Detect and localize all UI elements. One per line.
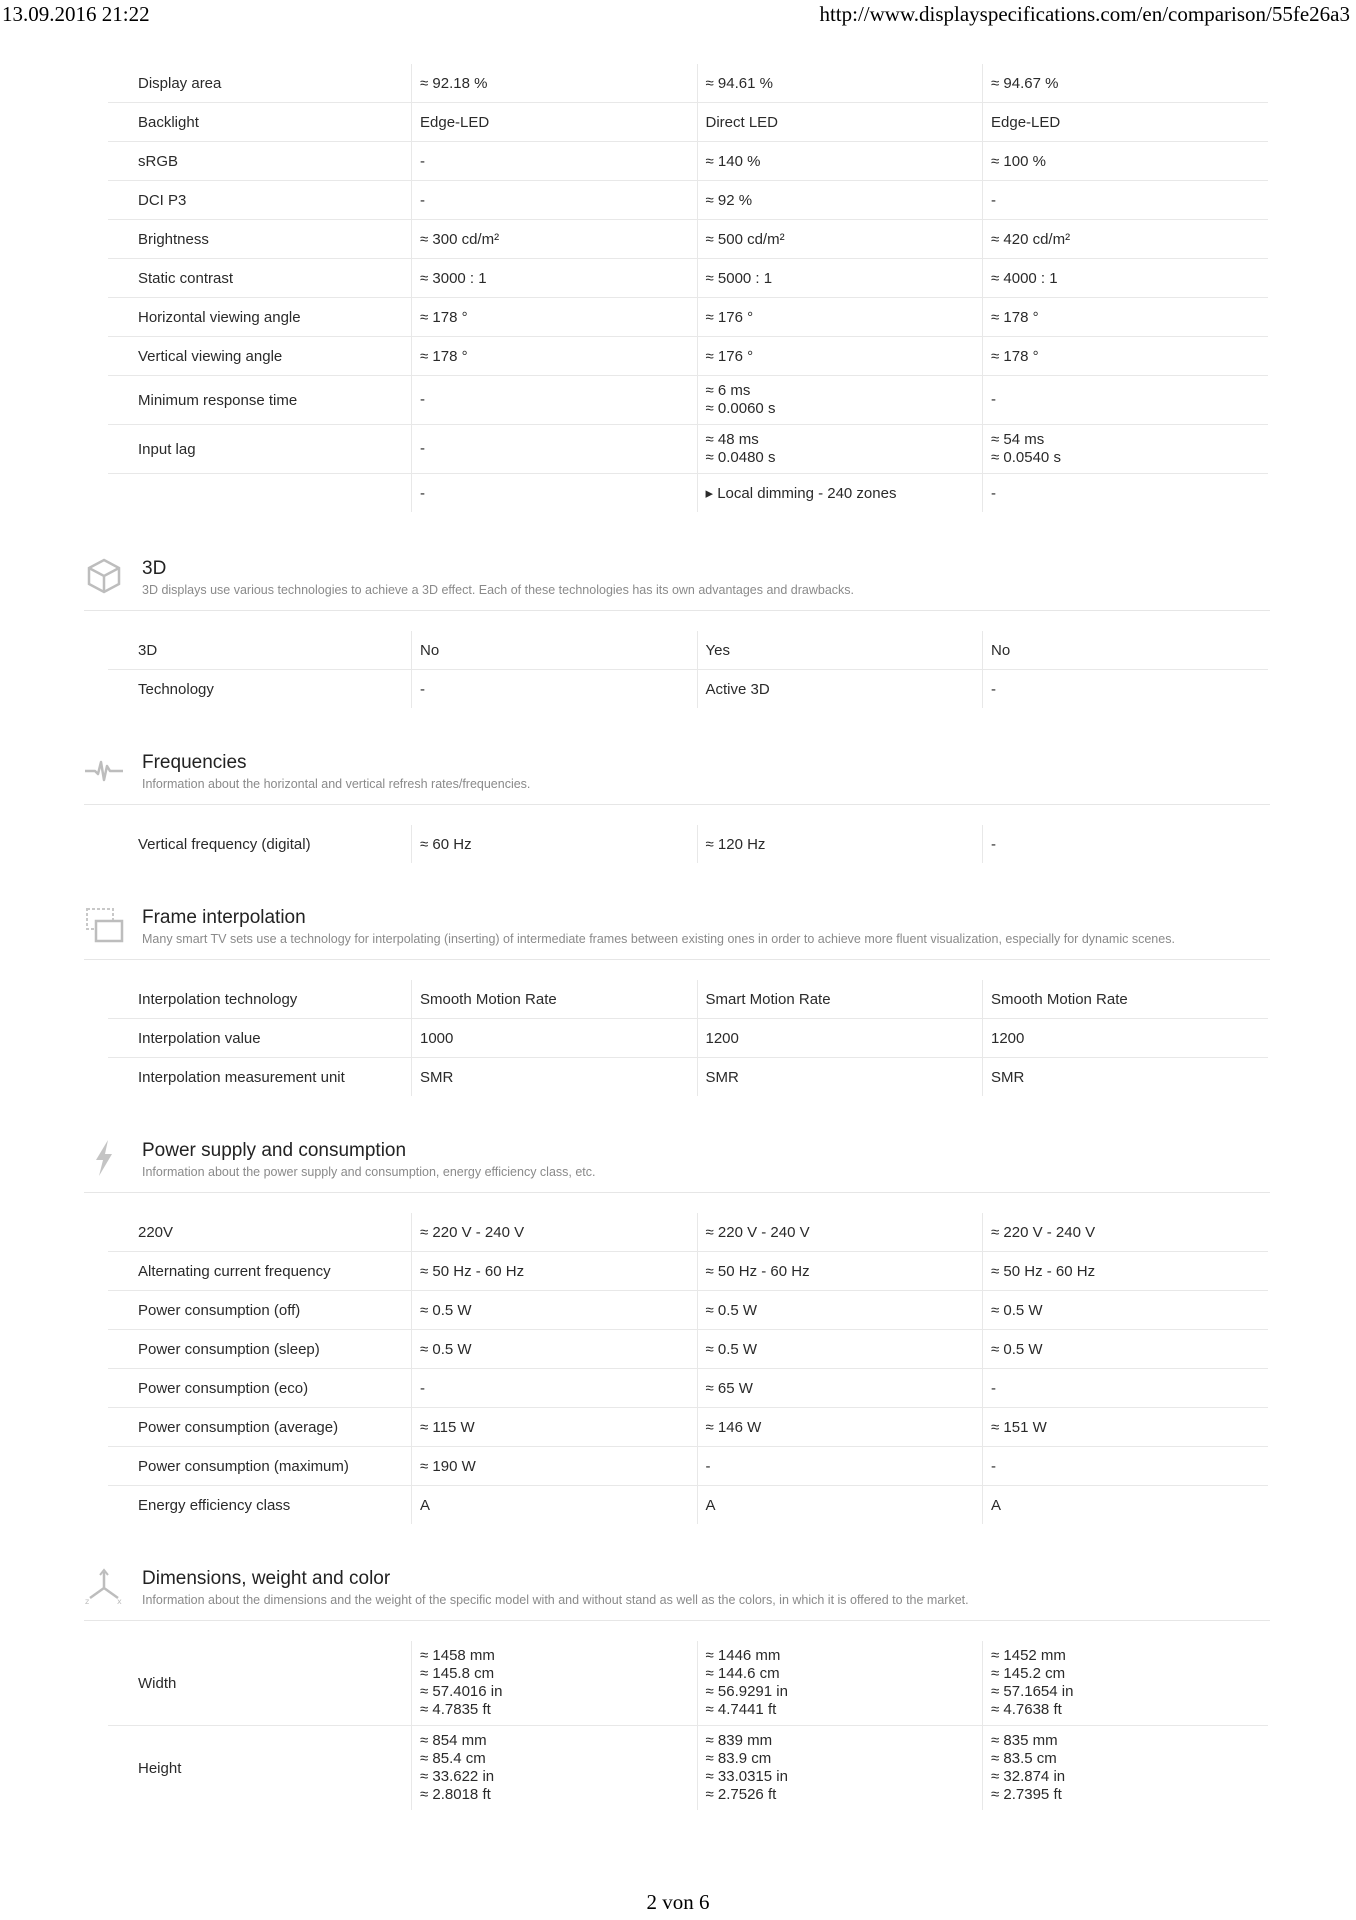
section-3d (84, 554, 1270, 708)
spec-label: Technology (138, 680, 214, 698)
spec-value-model-1 (412, 425, 698, 474)
spec-value-model-2: Active 3D (697, 670, 983, 709)
spec-label: Display area (108, 64, 412, 103)
spec-value-model-2: ≈ 176 ° (697, 337, 983, 376)
dimensions-spec-table (108, 1641, 1268, 1810)
spec-value-model-2: ≈ 120 Hz (697, 825, 983, 863)
spec-value-model-3: ≈ 0.5 W (983, 1330, 1269, 1369)
svg-text:z: z (85, 1597, 90, 1606)
spec-value-model-3: - (983, 670, 1269, 709)
spec-value-model-2: SMR (697, 1058, 983, 1097)
spec-row (108, 1447, 1268, 1486)
spec-label: Brightness (108, 220, 412, 259)
spec-value-line: - (420, 440, 425, 457)
frequencies-spec-table (108, 825, 1268, 863)
spec-value-line: ≈ 48 ms (705, 431, 759, 448)
spec-value-line: ≈ 0.0060 s (705, 400, 776, 417)
spec-value-model-3: No (983, 631, 1269, 670)
spec-value-model-1: ≈ 300 cd/m² (412, 220, 698, 259)
spec-value-model-1: No (412, 631, 698, 670)
spec-value-line: ≈ 2.7526 ft (705, 1786, 777, 1803)
spec-value-model-3: Edge-LED (983, 103, 1269, 142)
spec-value-model-1: ≈ 178 ° (412, 337, 698, 376)
spec-value-model-1: ≈ 178 ° (412, 298, 698, 337)
spec-value-model-2: Smart Motion Rate (697, 980, 983, 1019)
section-title: Power supply and consumption (142, 1140, 407, 1161)
spec-label: Minimum response time (108, 376, 412, 425)
spec-value-model-2: ≈ 500 cd/m² (697, 220, 983, 259)
spec-value-line: ≈ 32.874 in (991, 1768, 1066, 1785)
spec-value-model-3: ≈ 220 V - 240 V (983, 1213, 1269, 1252)
section-description: Information about the power supply and consumption, energy efficiency class, etc. (142, 1165, 596, 1179)
section-description: Information about the horizontal and vertical refresh rates/frequencies. (142, 777, 531, 791)
spec-label: Horizontal viewing angle (108, 298, 412, 337)
spec-value-line: ≈ 0.0480 s (705, 449, 776, 466)
spec-value-model-1: 1000 (412, 1019, 698, 1058)
spec-value-model-3: ≈ 420 cd/m² (983, 220, 1269, 259)
spec-value-model-1: ≈ 190 W (412, 1447, 698, 1486)
spec-value-model-2: ≈ 140 % (697, 142, 983, 181)
spec-row (108, 220, 1268, 259)
spec-value-line: ≈ 145.2 cm (991, 1665, 1066, 1682)
spec-value-line: ≈ 56.9291 in (705, 1683, 788, 1700)
spec-value-model-2 (697, 1641, 983, 1726)
spec-value-model-1: - (412, 670, 698, 709)
spec-value-model-1: A (412, 1486, 698, 1525)
spec-value-model-1: ≈ 0.5 W (412, 1291, 698, 1330)
spec-row (108, 425, 1268, 474)
spec-label: Power consumption (eco) (108, 1369, 412, 1408)
print-date: 13.09.2016 21:22 (2, 2, 150, 26)
spec-row (108, 1369, 1268, 1408)
spec-value-model-3: ≈ 94.67 % (983, 64, 1269, 103)
spec-value-model-1 (412, 1641, 698, 1726)
spec-label: Alternating current frequency (108, 1252, 412, 1291)
spec-row (108, 631, 1268, 670)
spec-label: Interpolation technology (108, 980, 412, 1019)
spec-label: Interpolation value (108, 1019, 412, 1058)
spec-value-model-1: ≈ 92.18 % (412, 64, 698, 103)
spec-value-model-1 (412, 1726, 698, 1811)
spec-row (108, 1641, 1268, 1726)
3d-spec-table (108, 631, 1268, 708)
spec-row (108, 64, 1268, 103)
spec-label: Width (108, 1641, 412, 1726)
spec-label: Interpolation measurement unit (138, 1068, 345, 1086)
spec-value-model-3: 1200 (983, 1019, 1269, 1058)
spec-value-model-2: A (697, 1486, 983, 1525)
spec-row (108, 376, 1268, 425)
spec-label: Power consumption (sleep) (108, 1330, 412, 1369)
spec-value-line: ≈ 2.7395 ft (991, 1786, 1062, 1803)
spec-row (108, 1019, 1268, 1058)
spec-row (108, 259, 1268, 298)
spec-row (108, 1408, 1268, 1447)
spec-value-model-3: Smooth Motion Rate (983, 980, 1269, 1019)
spec-value-line: ≈ 839 mm (705, 1732, 773, 1749)
section-header (84, 1564, 1270, 1621)
spec-row (108, 980, 1268, 1019)
spec-row (108, 1726, 1268, 1811)
spec-value-line: ≈ 33.0315 in (705, 1768, 788, 1785)
spec-row (108, 1058, 1268, 1097)
spec-value-model-3: A (983, 1486, 1269, 1525)
spec-value-model-2: ≈ 5000 : 1 (697, 259, 983, 298)
spec-row (108, 1291, 1268, 1330)
axes-icon (84, 1566, 124, 1606)
spec-value-model-3 (983, 1726, 1269, 1811)
spec-value-model-3: ≈ 178 ° (983, 298, 1269, 337)
spec-row (108, 103, 1268, 142)
svg-text:x: x (117, 1597, 122, 1606)
spec-label: Power consumption (maximum) (108, 1447, 412, 1486)
spec-value-model-2: ▸ Local dimming - 240 zones (697, 474, 983, 513)
spec-value-model-2: Direct LED (697, 103, 983, 142)
spec-value-line: ≈ 854 mm (420, 1732, 487, 1749)
spec-value-model-3: - (983, 1369, 1269, 1408)
spec-value-line: ≈ 85.4 cm (420, 1750, 486, 1767)
frame-interpolation-spec-table (108, 980, 1268, 1096)
frames-icon (84, 905, 124, 945)
spec-value-line: ≈ 1446 mm (705, 1647, 781, 1664)
spec-value-model-2 (697, 1726, 983, 1811)
spec-value-model-1: ≈ 0.5 W (412, 1330, 698, 1369)
spec-value-model-2: ≈ 94.61 % (697, 64, 983, 103)
spec-value-line: ≈ 83.9 cm (705, 1750, 772, 1767)
spec-value-model-1: SMR (412, 1058, 698, 1097)
spec-label: DCI P3 (108, 181, 412, 220)
spec-label (108, 474, 412, 513)
section-power (84, 1136, 1270, 1524)
lightning-icon (84, 1138, 124, 1178)
spec-value-line: - (420, 391, 425, 408)
spec-value-model-2 (697, 376, 983, 425)
section-header (84, 1136, 1270, 1193)
section-frame-interpolation (84, 903, 1270, 1096)
spec-value-model-3: ≈ 0.5 W (983, 1291, 1269, 1330)
spec-label: Power consumption (off) (108, 1291, 412, 1330)
spec-label: Vertical viewing angle (108, 337, 412, 376)
display-spec-table (108, 64, 1268, 512)
spec-value-model-2: ≈ 146 W (697, 1408, 983, 1447)
power-spec-table (108, 1213, 1268, 1524)
spec-value-line: ≈ 6 ms (705, 382, 751, 399)
spec-value-model-3: ≈ 178 ° (983, 337, 1269, 376)
print-header (0, 0, 1356, 30)
spec-row (108, 670, 1268, 709)
spec-value-model-1: ≈ 50 Hz - 60 Hz (412, 1252, 698, 1291)
spec-label: Energy efficiency class (138, 1496, 291, 1514)
spec-value-model-3: ≈ 50 Hz - 60 Hz (983, 1252, 1269, 1291)
comparison-content (84, 74, 1270, 1810)
section-header (84, 554, 1270, 611)
spec-value-model-3: - (983, 1447, 1269, 1486)
section-dimensions (84, 1564, 1270, 1810)
spec-value-model-2: ≈ 92 % (697, 181, 983, 220)
spec-value-model-2 (697, 425, 983, 474)
section-title: Frequencies (142, 752, 247, 773)
spec-label: sRGB (108, 142, 412, 181)
spec-value-model-1: Edge-LED (412, 103, 698, 142)
spec-value-line: ≈ 835 mm (991, 1732, 1058, 1749)
section-title: Dimensions, weight and color (142, 1568, 391, 1589)
spec-value-model-1: ≈ 60 Hz (412, 825, 698, 863)
spec-value-line: ≈ 1458 mm (420, 1647, 495, 1664)
spec-value-line: ≈ 4.7835 ft (420, 1701, 491, 1718)
spec-label: Height (138, 1759, 182, 1777)
spec-value-model-1: - (412, 474, 698, 513)
section-header (84, 903, 1270, 960)
section-title: 3D (142, 558, 167, 579)
spec-row (108, 298, 1268, 337)
spec-row (108, 825, 1268, 863)
spec-row (108, 1486, 1268, 1525)
spec-value-model-2: ≈ 0.5 W (697, 1291, 983, 1330)
spec-value-model-2: ≈ 176 ° (697, 298, 983, 337)
spec-value-model-2: ≈ 0.5 W (697, 1330, 983, 1369)
section-description: Information about the dimensions and the weight of the specific model with and without stand as well as the colors, in which it is offered to the market. (142, 1593, 969, 1607)
spec-value-line: - (991, 391, 996, 408)
spec-row (108, 337, 1268, 376)
spec-value-model-3: - (983, 825, 1269, 863)
spec-value-model-2: ≈ 65 W (697, 1369, 983, 1408)
spec-label: Vertical frequency (digital) (138, 835, 311, 853)
pulse-icon (84, 750, 124, 790)
spec-row (108, 1213, 1268, 1252)
spec-row (108, 1330, 1268, 1369)
spec-value-line: ≈ 54 ms (991, 431, 1045, 448)
spec-value-line: ≈ 4.7638 ft (991, 1701, 1062, 1718)
spec-value-line: ≈ 144.6 cm (705, 1665, 780, 1682)
spec-value-model-1: ≈ 220 V - 240 V (412, 1213, 698, 1252)
spec-label: Backlight (108, 103, 412, 142)
spec-value-model-2: Yes (697, 631, 983, 670)
print-page-number: 2 von 6 (646, 1890, 710, 1914)
spec-value-model-3: SMR (983, 1058, 1269, 1097)
spec-label: Power consumption (average) (108, 1408, 412, 1447)
spec-row (108, 474, 1268, 513)
spec-value-model-3: ≈ 151 W (983, 1408, 1269, 1447)
spec-value-model-1: - (412, 142, 698, 181)
section-description: 3D displays use various technologies to achieve a 3D effect. Each of these technologies has its own advantages and drawbacks. (142, 583, 855, 597)
spec-value-model-3: ≈ 100 % (983, 142, 1269, 181)
spec-row (108, 181, 1268, 220)
spec-value-model-2: ≈ 50 Hz - 60 Hz (697, 1252, 983, 1291)
spec-value-model-2: - (697, 1447, 983, 1486)
spec-value-line: ≈ 33.622 in (420, 1768, 495, 1785)
cube-icon (84, 556, 124, 596)
spec-value-line: ≈ 2.8018 ft (420, 1786, 491, 1803)
spec-label: Static contrast (108, 259, 412, 298)
spec-value-model-3 (983, 425, 1269, 474)
spec-row (108, 142, 1268, 181)
spec-value-model-2: 1200 (697, 1019, 983, 1058)
section-frequencies (84, 748, 1270, 863)
spec-value-line: ≈ 1452 mm (991, 1647, 1066, 1664)
spec-value-line: ≈ 0.0540 s (991, 449, 1061, 466)
spec-value-model-1: ≈ 3000 : 1 (412, 259, 698, 298)
section-description: Many smart TV sets use a technology for interpolating (inserting) of intermediate frames between existing ones in order to achieve more fluent visualization, especially for dynamic scenes. (142, 932, 1175, 946)
spec-value-model-3 (983, 1641, 1269, 1726)
spec-label: 220V (108, 1213, 412, 1252)
spec-value-model-1 (412, 376, 698, 425)
spec-value-model-3 (983, 376, 1269, 425)
section-header (84, 748, 1270, 805)
spec-value-line: ≈ 83.5 cm (991, 1750, 1057, 1767)
spec-value-line: ≈ 145.8 cm (420, 1665, 495, 1682)
spec-row (108, 1252, 1268, 1291)
spec-value-model-3: - (983, 474, 1269, 513)
spec-value-model-1: Smooth Motion Rate (412, 980, 698, 1019)
spec-value-model-1: - (412, 1369, 698, 1408)
spec-value-model-3: ≈ 4000 : 1 (983, 259, 1269, 298)
spec-label: 3D (108, 631, 412, 670)
spec-value-model-1: - (412, 181, 698, 220)
spec-value-model-2: ≈ 220 V - 240 V (697, 1213, 983, 1252)
section-title: Frame interpolation (142, 907, 306, 928)
spec-value-model-1: ≈ 115 W (412, 1408, 698, 1447)
spec-value-line: ≈ 57.4016 in (420, 1683, 503, 1700)
spec-value-model-3: - (983, 181, 1269, 220)
spec-value-line: ≈ 4.7441 ft (705, 1701, 777, 1718)
print-url: http://www.displayspecifications.com/en/comparison/55fe26a3 (819, 2, 1350, 26)
spec-label: Input lag (108, 425, 412, 474)
spec-value-line: ≈ 57.1654 in (991, 1683, 1074, 1700)
